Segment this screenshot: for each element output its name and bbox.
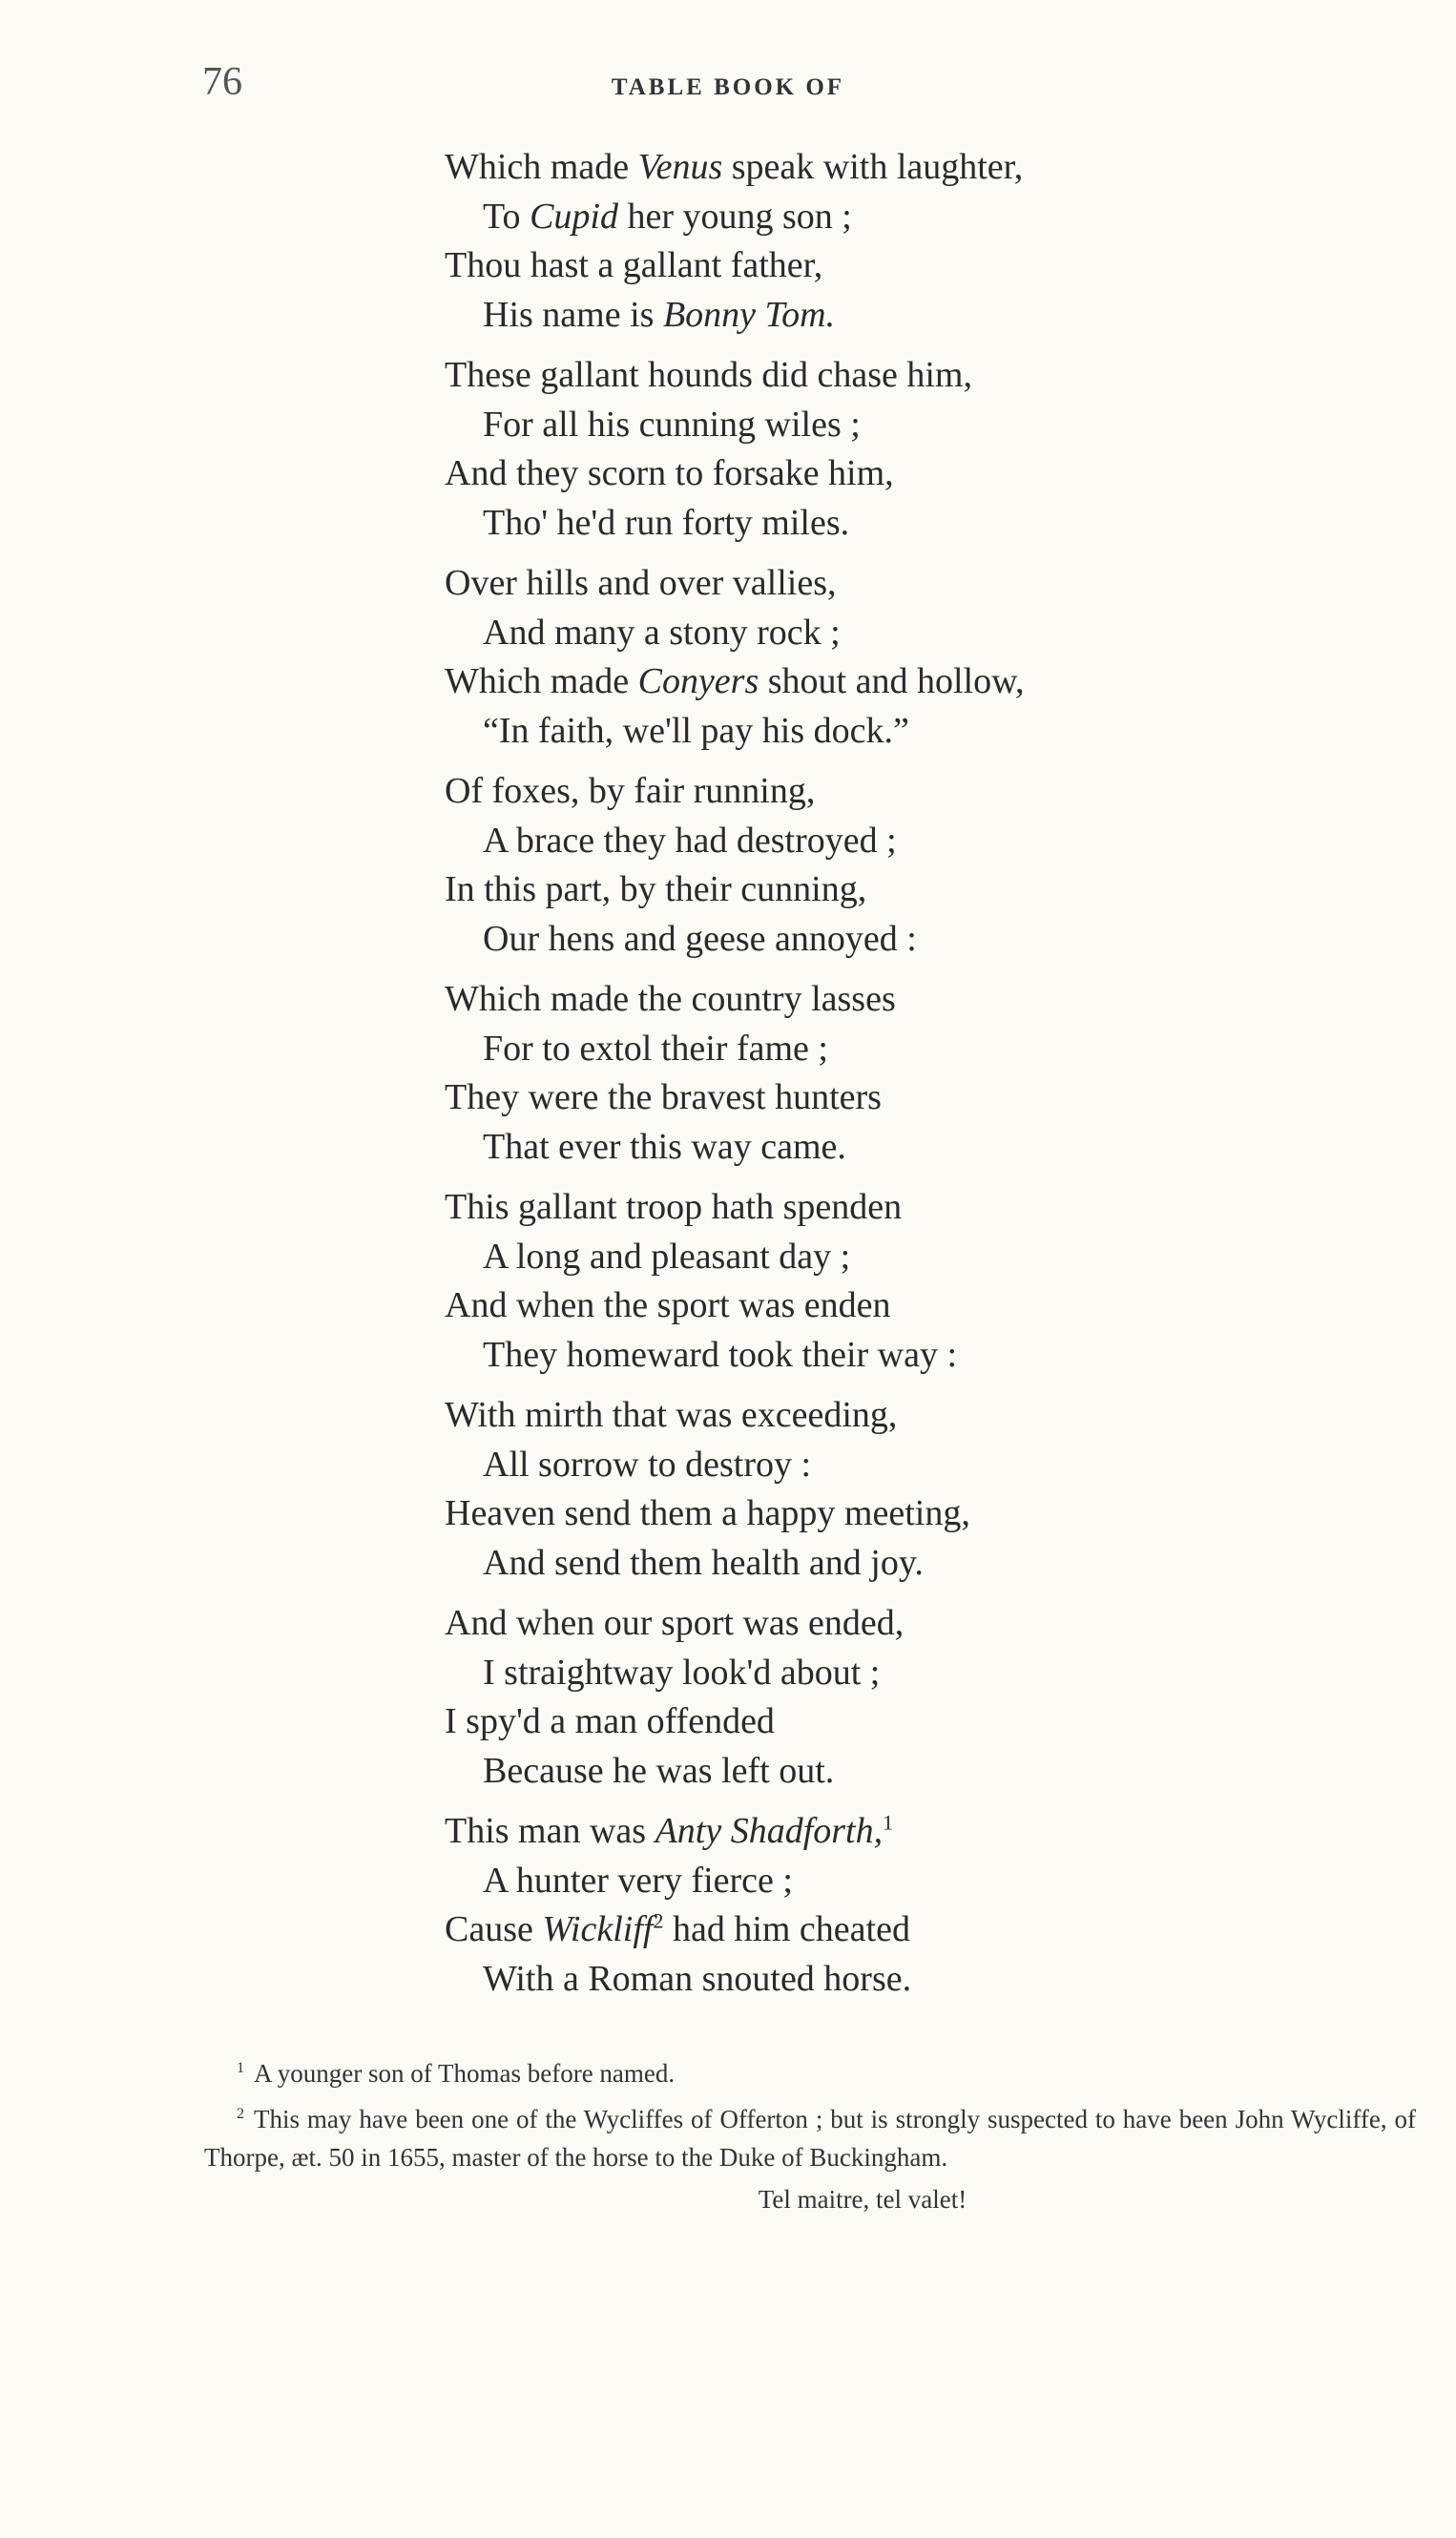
- stanza-2: [445, 351, 1303, 548]
- poem-line: Cause Wickliff$^2$ had him cheated: [445, 1908, 910, 1949]
- poem-line: For all his cunning wiles ;: [483, 404, 861, 445]
- poem-line: With a Roman snouted horse.: [483, 1958, 912, 1999]
- poem-line: “In faith, we'll pay his dock.”: [483, 710, 909, 751]
- poem-line: His name is Bonny Tom.: [483, 294, 836, 335]
- poem-line: Which made Venus speak with laughter,: [445, 147, 1024, 187]
- page-number: 76: [202, 60, 242, 104]
- poem-line: Our hens and geese annoyed :: [483, 918, 917, 959]
- poem-line: Tho' he'd run forty miles.: [483, 502, 850, 543]
- poem-line: With mirth that was exceeding,: [445, 1395, 898, 1435]
- poem-line: To Cupid her young son ;: [483, 196, 852, 237]
- footnote-1: $^1$ A younger son of Thomas before named.: [237, 2059, 676, 2088]
- poem-line: Which made Conyers shout and hollow,: [445, 661, 1025, 701]
- poem-line: Over hills and over vallies,: [445, 563, 837, 603]
- motto: Tel maitre, tel valet!: [758, 2185, 967, 2214]
- poem-line: And when our sport was ended,: [445, 1603, 905, 1643]
- poem-line: And when the sport was enden: [445, 1285, 891, 1325]
- poem-line: This man was Anty Shadforth,$^1$: [445, 1810, 894, 1851]
- poem-line: In this part, by their cunning,: [445, 869, 867, 909]
- poem-line: A brace they had destroyed ;: [483, 820, 897, 861]
- stanza-3: [445, 559, 1303, 756]
- running-head: TABLE BOOK OF: [611, 74, 845, 100]
- poem: [445, 143, 1303, 2015]
- stanza-7: [445, 1391, 1303, 1588]
- poem-line: I spy'd a man offended: [445, 1701, 775, 1741]
- stanza-9: [445, 1807, 1303, 2004]
- poem-line: And many a stony rock ;: [483, 612, 841, 653]
- poem-line: Which made the country lasses: [445, 979, 896, 1019]
- poem-line: Because he was left out.: [483, 1750, 835, 1791]
- poem-line: For to extol their fame ;: [483, 1028, 828, 1069]
- stanza-1: [445, 143, 1303, 340]
- stanza-8: [445, 1599, 1303, 1796]
- poem-line: They were the bravest hunters: [445, 1077, 882, 1117]
- stanza-5: [445, 975, 1303, 1172]
- stanza-6: [445, 1183, 1303, 1380]
- poem-line: All sorrow to destroy :: [483, 1444, 812, 1485]
- poem-line: These gallant hounds did chase him,: [445, 355, 972, 395]
- poem-line: A hunter very fierce ;: [483, 1860, 793, 1901]
- poem-line: This gallant troop hath spenden: [445, 1187, 903, 1227]
- poem-line: A long and pleasant day ;: [483, 1236, 851, 1277]
- poem-line: They homeward took their way :: [483, 1334, 958, 1375]
- poem-line: I straightway look'd about ;: [483, 1652, 881, 1693]
- poem-line: Heaven send them a happy meeting,: [445, 1493, 970, 1533]
- poem-line: Of foxes, by fair running,: [445, 771, 816, 811]
- poem-line: And they scorn to forsake him,: [445, 453, 894, 493]
- poem-line: And send them health and joy.: [483, 1542, 924, 1583]
- footnote-2: $^2$ This may have been one of the Wycliffes of Offerton ; but is strongly suspected to have been John Wycliffe, of Thorpe, æt. 50 in 1655, master of the horse to the Duke of Buckingham.: [204, 2105, 1416, 2172]
- poem-line: That ever this way came.: [483, 1126, 846, 1167]
- poem-line: Thou hast a gallant father,: [445, 245, 823, 285]
- footnotes: [204, 2054, 1416, 2218]
- stanza-4: [445, 767, 1303, 964]
